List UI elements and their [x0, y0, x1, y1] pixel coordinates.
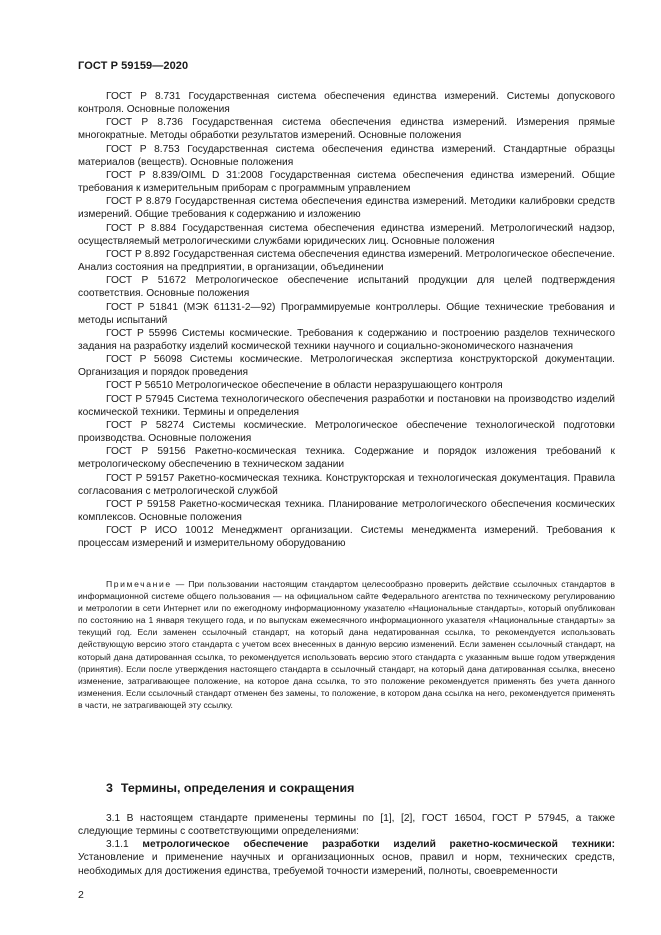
reference-item: ГОСТ Р 55996 Системы космические. Требования к содержанию и построению разделов технического задания на разработку изделий космической техники научного и социально-экономического назначения: [78, 327, 615, 352]
section-heading: [106, 781, 354, 795]
document-header: ГОСТ Р 59159—2020: [78, 60, 189, 72]
reference-item: ГОСТ Р 8.892 Государственная система обеспечения единства измерений. Метрологическое обеспечение. Анализ состояния на предприятии, в организации, объединении: [78, 248, 615, 274]
paragraph-3-1-1: [78, 838, 615, 877]
reference-item: ГОСТ Р 58274 Системы космические. Метрологическое обеспечение технологической подготовки производства. Основные положения: [78, 419, 615, 445]
term-definition: Установление и применение научных и организационных основ, правил и норм, технических средств, необходимых для достижения единства, требуемой точности измерений, полноты, своевременности: [78, 852, 615, 877]
reference-item: ГОСТ Р 51672 Метрологическое обеспечение испытаний продукции для целей подтверждения соответствия. Основные положения: [78, 275, 615, 300]
reference-item: ГОСТ Р 56098 Системы космические. Метрологическая экспертиза конструкторской документации. Организация и порядок проведения: [78, 354, 615, 379]
section-title-text: Термины, определения и сокращения: [120, 781, 355, 795]
reference-item: ГОСТ Р 57945 Система технологического обеспечения разработки и постановки на производство изделий космической техники. Термины и определения: [78, 393, 615, 418]
note-paragraph: [78, 578, 615, 711]
normative-references-list: [78, 90, 615, 550]
page-number: 2: [78, 889, 84, 901]
term-number: 3.1.1: [106, 839, 129, 851]
section-body: [78, 812, 615, 878]
section-number: 3: [106, 781, 113, 795]
note-label: Примечание: [106, 579, 172, 589]
reference-item: ГОСТ Р 8.753 Государственная система обеспечения единства измерений. Стандартные образцы материалов (веществ). Основные положения: [78, 143, 615, 168]
reference-item: ГОСТ Р 8.839/OIML D 31:2008 Государственная система обеспечения единства измерений. Общие требования к измерительным приборам с программным управлением: [78, 169, 615, 195]
reference-item: ГОСТ Р 8.879 Государственная система обеспечения единства измерений. Методики калибровки средств измерений. Общие требования к содержанию и изложению: [78, 196, 615, 221]
note-block: [78, 578, 615, 711]
reference-item: ГОСТ Р ИСО 10012 Менеджмент организации. Системы менеджмента измерений. Требования к процессам измерений и измерительному оборудованию: [78, 525, 615, 550]
reference-item: ГОСТ Р 51841 (МЭК 61131-2—92) Программируемые контроллеры. Общие технические требования и методы испытаний: [78, 301, 615, 326]
reference-item: ГОСТ Р 8.736 Государственная система обеспечения единства измерений. Измерения прямые многократные. Методы обработки результатов измерений. Основные положения: [78, 117, 615, 142]
reference-item: ГОСТ Р 8.884 Государственная система обеспечения единства измерений. Метрологический надзор, осуществляемый метрологическими службами юридических лиц. Основные положения: [78, 222, 615, 247]
reference-item: ГОСТ Р 56510 Метрологическое обеспечение в области неразрушающего контроля: [106, 380, 503, 392]
reference-item: ГОСТ Р 59158 Ракетно-космическая техника. Планирование метрологического обеспечения космических комплексов. Основные положения: [78, 498, 615, 523]
note-text: — При пользовании настоящим стандартом целесообразно проверить действие ссылочных стандартов в информационной системе общего пользования — на официальном сайте Федерального агентства по техническому регулированию и метрологии в сети Интернет или по ежегодному информационному указателю «Национальные стандарты», который опубликован по состоянию на 1 января текущего года, и по выпускам ежемесячного информационного указателя «Национальные стандарты» за текущий год. Если заменен ссылочный стандарт, на который дана недатированная ссылка, то рекомендуется использовать действующую версию этого стандарта с учетом всех внесенных в данную версию изменений. Если заменен ссылочный стандарт, на который дана датированная ссылка, то рекомендуется использовать версию этого стандарта с указанным выше годом утверждения (принятия). Если после утверждения настоящего стандарта в ссылочный стандарт, на который дана датированная ссылка, внесено изменение, затрагивающее положение, на которое дана ссылка, то это положение рекомендуется применять без учета данного изменения. Если ссылочный стандарт отменен без замены, то положение, в котором дана ссылка на него, рекомендуется применять в части, не затрагивающей эту ссылку.: [78, 579, 615, 710]
term-name: метрологическое обеспечение разработки изделий ракетно-космической техники:: [142, 839, 615, 851]
reference-item: ГОСТ Р 59157 Ракетно-космическая техника. Конструкторская и технологическая документация. Правила согласования с метрологической службой: [78, 472, 615, 497]
reference-item: ГОСТ Р 8.731 Государственная система обеспечения единства измерений. Системы допускового контроля. Основные положения: [78, 91, 615, 116]
paragraph-3-1: 3.1 В настоящем стандарте применены термины по [1], [2], ГОСТ 16504, ГОСТ Р 57945, а также следующие термины с соответствующими определениями:: [78, 813, 615, 838]
reference-item: ГОСТ Р 59156 Ракетно-космическая техника. Содержание и порядок изложения требований к метрологическому обеспечению в техническом задании: [78, 446, 615, 471]
